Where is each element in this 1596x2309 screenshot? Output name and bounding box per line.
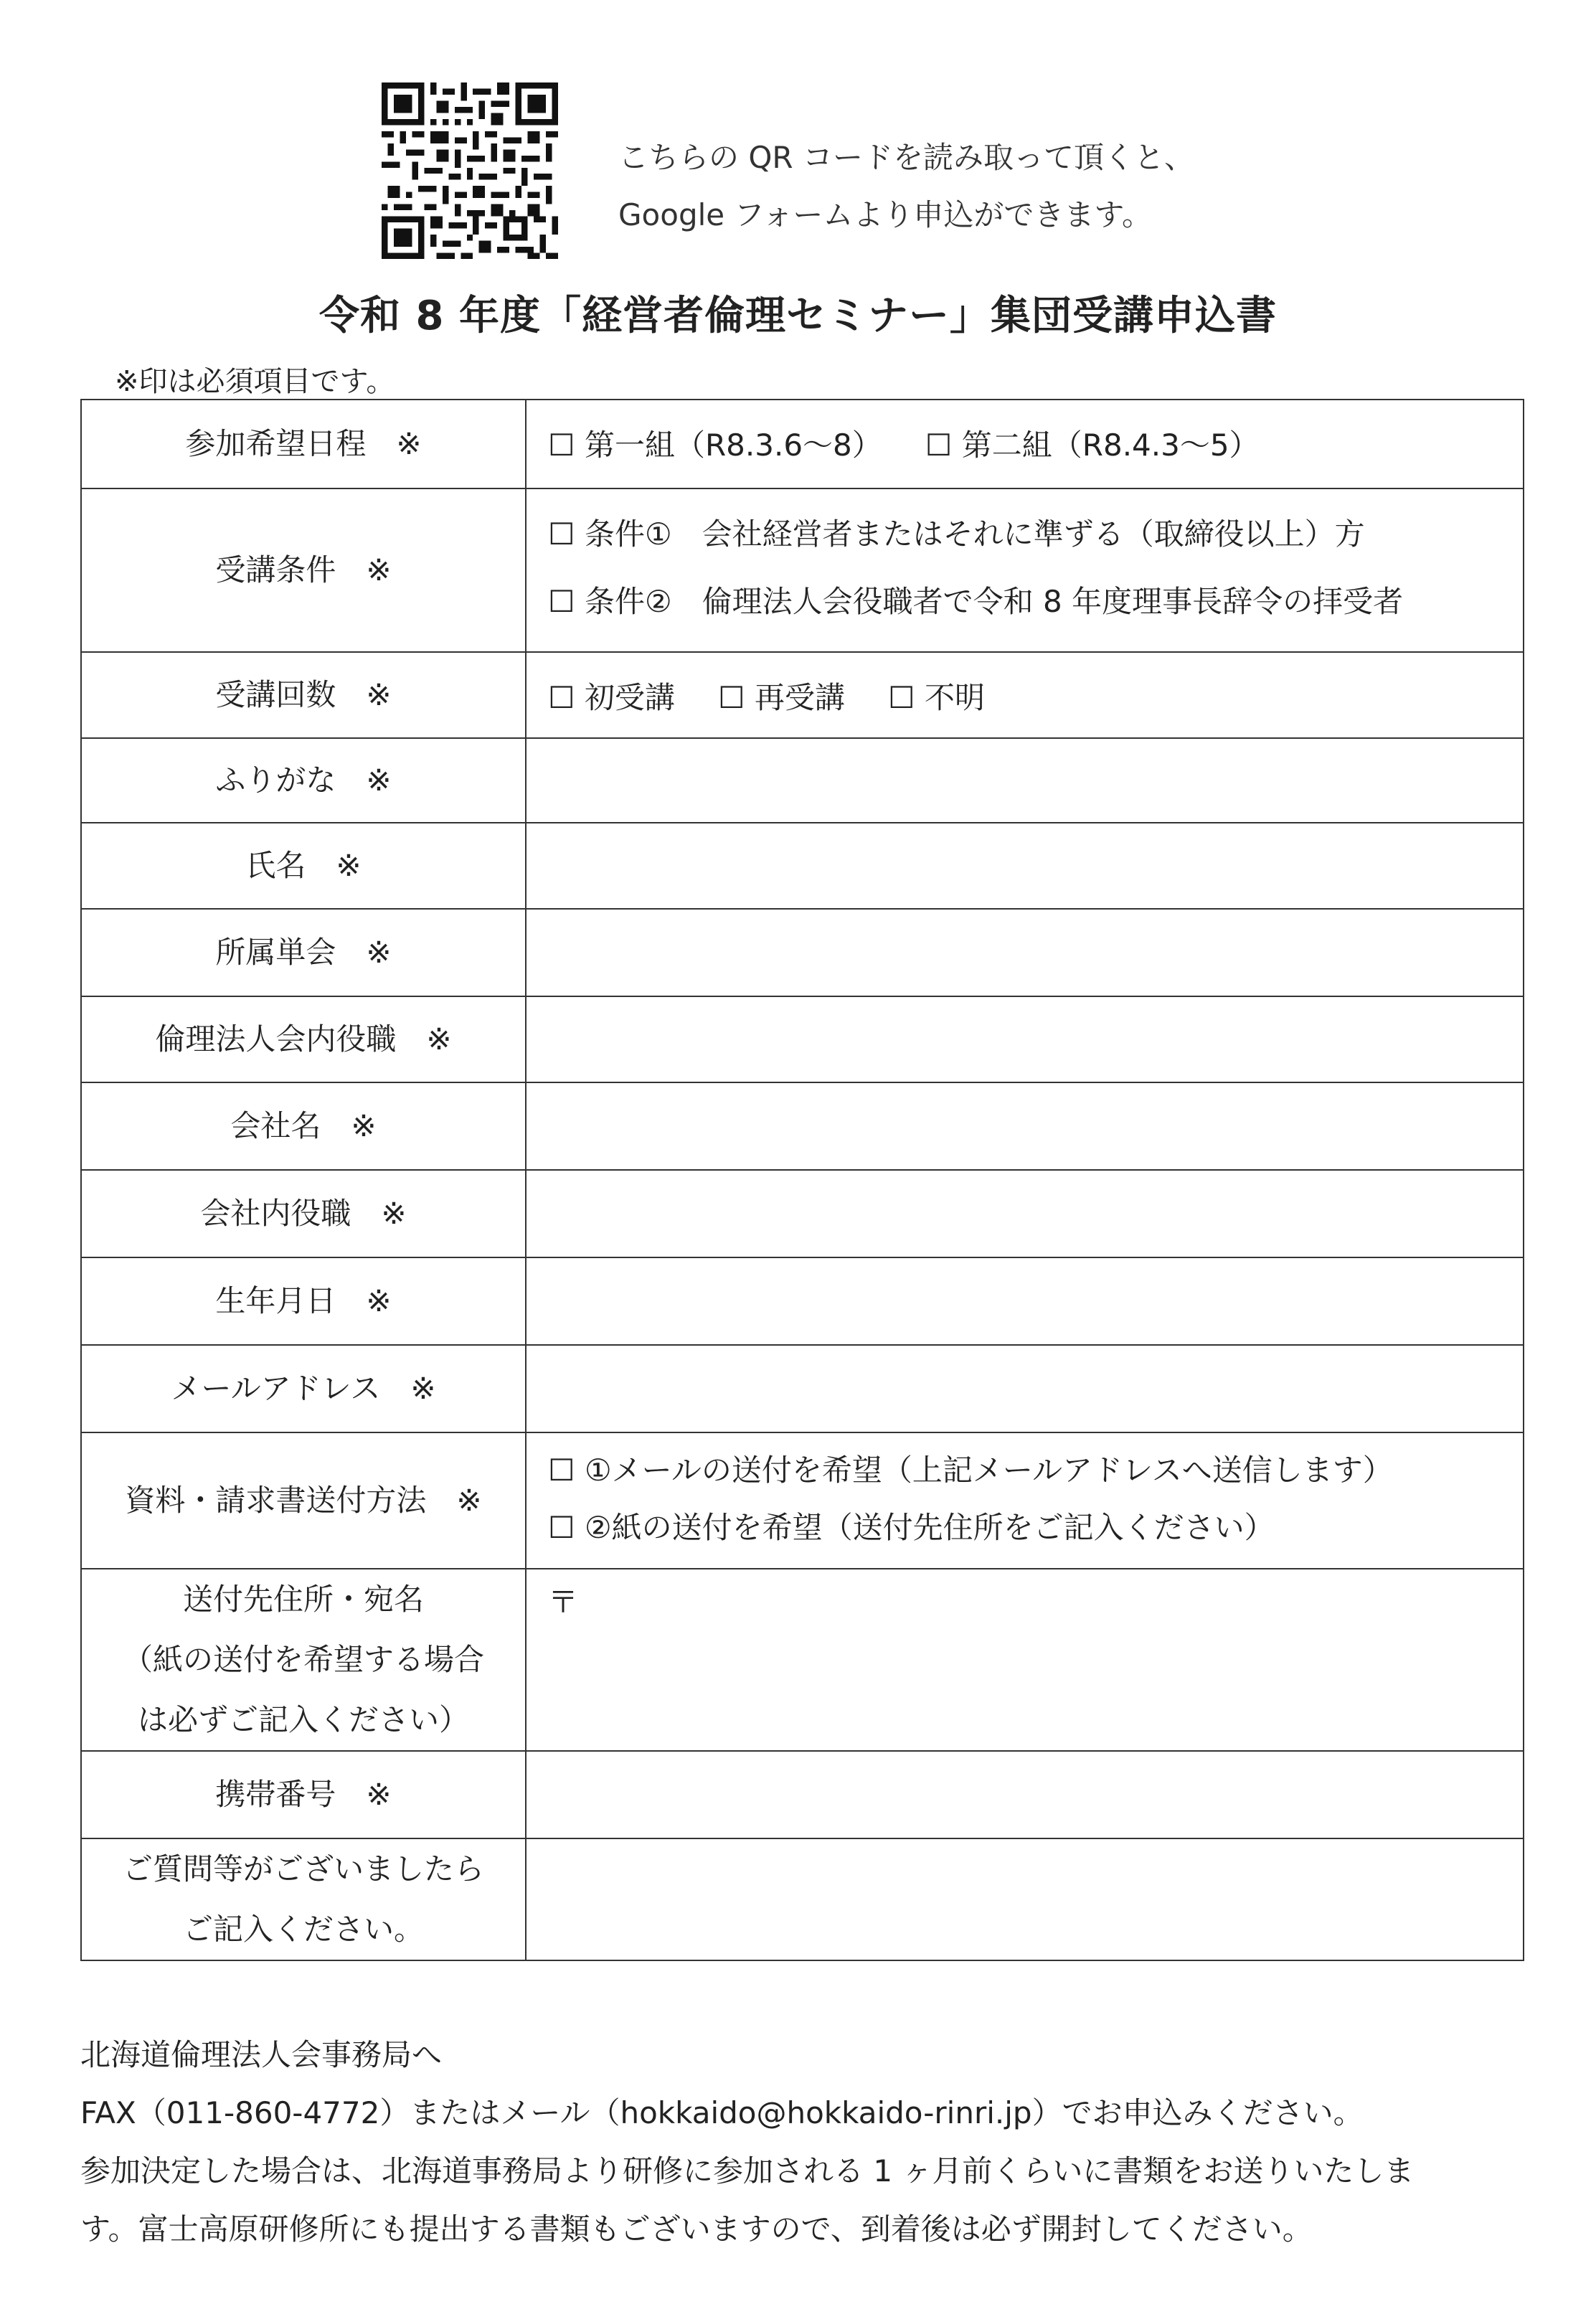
checkbox-option-email-delivery[interactable]: ☐ ①メールの送付を希望（上記メールアドレスへ送信します） [548, 1453, 1393, 1488]
row-birthdate [81, 1257, 1524, 1345]
row-conditions [81, 488, 1524, 652]
label-conditions: 受講条件 ※ [81, 488, 526, 652]
checkbox-option-condition2[interactable]: ☐ 条件② 倫理法人会役職者で令和 8 年度理事長辞令の拝受者 [548, 584, 1404, 619]
checkbox-option-condition1[interactable]: ☐ 条件① 会社経営者またはそれに準ずる（取締役以上）方 [548, 516, 1365, 552]
row-delivery-method [81, 1432, 1524, 1569]
footer-line3: 参加決定した場合は、北海道事務局より研修に参加される 1 ヶ月前くらいに書類をお送りいたしま [80, 2153, 1415, 2188]
label-questions [81, 1838, 526, 1960]
label-association-role: 倫理法人会内役職 ※ [81, 996, 526, 1082]
row-company-role [81, 1170, 1524, 1257]
label-name: 氏名 ※ [81, 823, 526, 909]
field-conditions[interactable] [526, 488, 1524, 652]
checkbox-option-group1[interactable]: ☐ 第一組（R8.3.6～8） [548, 428, 882, 463]
label-delivery-address-line2: （紙の送付を希望する場合 [122, 1642, 484, 1677]
label-mobile: 携帯番号 ※ [81, 1751, 526, 1838]
qr-instructions-line2: Google フォームより申込ができます。 [618, 197, 1152, 232]
footer-line4: す。富士高原研修所にも提出する書類もございますので、到着後は必ず開封してください。 [80, 2211, 1313, 2247]
postal-mark: 〒 [548, 1585, 579, 1620]
footer-line2: FAX（011-860-4772）またはメール（hokkaido@hokkaido-rinri.jp）でお申込みください。 [80, 2095, 1364, 2130]
label-email: メールアドレス ※ [81, 1345, 526, 1432]
field-email[interactable] [526, 1345, 1524, 1432]
required-note: ※印は必須項目です。 [115, 365, 395, 398]
label-schedule: 参加希望日程 ※ [81, 400, 526, 488]
field-name[interactable] [526, 823, 1524, 909]
label-birthdate: 生年月日 ※ [81, 1257, 526, 1345]
label-delivery-address-line3: は必ずご記入ください） [137, 1702, 469, 1737]
checkbox-option-paper-delivery[interactable]: ☐ ②紙の送付を希望（送付先住所をご記入ください） [548, 1510, 1275, 1545]
label-questions-line2: ご記入ください。 [182, 1912, 424, 1947]
label-furigana: ふりがな ※ [81, 738, 526, 823]
row-company-name [81, 1082, 1524, 1170]
row-furigana [81, 738, 1524, 823]
field-questions[interactable] [526, 1838, 1524, 1960]
checkbox-option-unknown[interactable]: ☐ 不明 [888, 680, 986, 715]
row-chapter [81, 909, 1524, 996]
footer-instructions [80, 2026, 1529, 2258]
field-company-name[interactable] [526, 1082, 1524, 1170]
form-title: 令和 8 年度「経営者倫理セミナー」集団受講申込書 [319, 293, 1277, 339]
row-association-role [81, 996, 1524, 1082]
row-delivery-address [81, 1569, 1524, 1751]
row-email [81, 1345, 1524, 1432]
row-attendance-count [81, 652, 1524, 738]
field-birthdate[interactable] [526, 1257, 1524, 1345]
row-mobile [81, 1751, 1524, 1838]
application-form-table [80, 399, 1524, 1961]
label-chapter: 所属単会 ※ [81, 909, 526, 996]
label-attendance-count: 受講回数 ※ [81, 652, 526, 738]
qr-code-image [382, 82, 558, 259]
field-attendance-count[interactable] [526, 652, 1524, 738]
label-company-name: 会社名 ※ [81, 1082, 526, 1170]
label-questions-line1: ご質問等がございましたら [122, 1851, 484, 1887]
field-chapter[interactable] [526, 909, 1524, 996]
row-questions [81, 1838, 1524, 1960]
field-association-role[interactable] [526, 996, 1524, 1082]
field-company-role[interactable] [526, 1170, 1524, 1257]
label-delivery-address [81, 1569, 526, 1751]
field-schedule[interactable] [526, 400, 1524, 488]
checkbox-option-group2[interactable]: ☐ 第二組（R8.4.3～5） [925, 428, 1260, 463]
qr-instructions [618, 129, 1194, 244]
label-delivery-address-line1: 送付先住所・宛名 [182, 1582, 424, 1617]
field-delivery-method[interactable] [526, 1432, 1524, 1569]
qr-instructions-line1: こちらの QR コードを読み取って頂くと、 [618, 140, 1194, 175]
checkbox-option-repeat[interactable]: ☐ 再受講 [718, 680, 846, 715]
row-name [81, 823, 1524, 909]
field-mobile[interactable] [526, 1751, 1524, 1838]
label-delivery-method: 資料・請求書送付方法 ※ [81, 1432, 526, 1569]
footer-line1: 北海道倫理法人会事務局へ [80, 2037, 443, 2072]
row-schedule [81, 400, 1524, 488]
checkbox-option-first[interactable]: ☐ 初受講 [548, 680, 676, 715]
field-furigana[interactable] [526, 738, 1524, 823]
label-company-role: 会社内役職 ※ [81, 1170, 526, 1257]
field-delivery-address[interactable] [526, 1569, 1524, 1751]
